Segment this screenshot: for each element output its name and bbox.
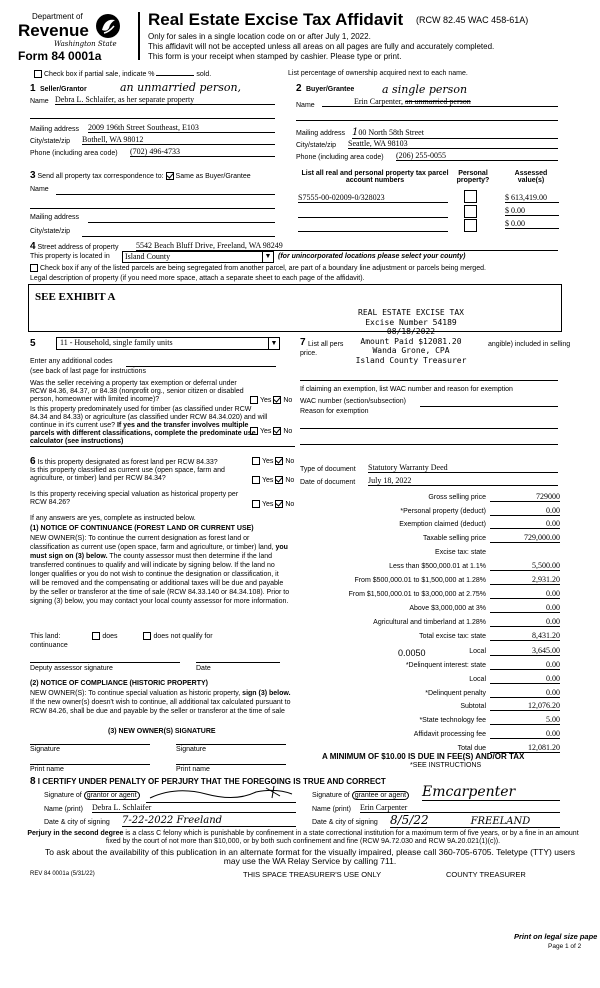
sig-label-b: grantor or agent <box>84 791 140 800</box>
notice-1-title: (1) NOTICE OF CONTINUANCE (FOREST LAND OR CURRENT USE) <box>30 525 254 532</box>
excise-stamp <box>336 308 486 365</box>
seller-mailing-label: Mailing address <box>30 126 80 133</box>
partial-sale-checkbox[interactable] <box>34 70 42 78</box>
buyer-name-field[interactable] <box>322 97 558 107</box>
tax-row-value[interactable]: 0.00 <box>490 519 560 529</box>
rev-label: REV 84 0001a (5/31/22) <box>30 871 95 877</box>
tax-row-label: Gross selling price <box>428 494 486 501</box>
notice-1-text <box>30 534 290 606</box>
section-5-number: 5 <box>30 338 36 349</box>
tax-row-label: From $500,000.01 to $1,500,000 at 1.28% <box>354 577 486 584</box>
notice-3-title: (3) NEW OWNER(S) SIGNATURE <box>108 728 216 735</box>
doc-type-label: Type of document <box>300 466 356 473</box>
yes-label: Yes <box>262 476 274 484</box>
notice-2-text <box>30 689 295 716</box>
stamp-line: Island County Treasurer <box>355 355 467 365</box>
form-number: Form 84 0001a <box>18 49 102 63</box>
current-use-no-checkbox[interactable] <box>275 476 283 484</box>
stamp-line: 08/18/2022 <box>386 327 436 336</box>
current-use-yes-checkbox[interactable] <box>252 476 260 484</box>
sig-label-a: Signature of <box>44 792 82 799</box>
tax-row-label: Excise tax: state <box>435 549 486 556</box>
grantor-name[interactable]: Debra L. Schlaifer <box>92 803 296 813</box>
print-legal: Print on legal size pape <box>514 932 598 941</box>
timber-no-checkbox[interactable] <box>273 427 281 435</box>
timber-yes-checkbox[interactable] <box>250 427 258 435</box>
grantor-date[interactable]: 7-22-2022 Freeland <box>122 815 296 827</box>
historical-yes-no <box>252 500 294 508</box>
no-label: No <box>283 396 293 404</box>
grantee-date: 8/5/22 <box>390 813 429 827</box>
print-name-label: Print name <box>30 766 64 773</box>
availability-note: To ask about the availability of this publication in an alternate format for the visually impaired, please call 360-705-6705. Teletype (TTY) users may use the WA Relay Service by calling 711. <box>45 847 575 866</box>
seller-handwritten-note: an unmarried person, <box>120 81 242 94</box>
historical-question: Is this property receiving special valuation as historical property per RCW 84.26? <box>30 491 239 506</box>
section-1-number: 1 <box>30 83 36 94</box>
notice-2-text-b: If the new owner(s) doesn't wish to continue, all additional tax calculated pursuant to RCW 84.26, shall be due and payable by the seller or transferor at the time of sale <box>30 699 291 715</box>
exemption-yes-checkbox[interactable] <box>250 396 258 404</box>
perjury-note <box>20 830 586 846</box>
buyer-city[interactable]: Seattle, WA 98103 <box>348 139 558 149</box>
section-7-label-c: angible) included in selling <box>488 341 571 348</box>
tax-row-label: Less than $500,000.01 at 1.1% <box>389 563 486 570</box>
section-8-title-row: 8 I CERTIFY UNDER PENALTY OF PERJURY THAT THE FOREGOING IS TRUE AND CORRECT <box>30 776 386 787</box>
located-label: This property is located in <box>30 253 110 260</box>
form-citation: (RCW 82.45 WAC 458-61A) <box>416 15 529 25</box>
no-label: No <box>285 457 295 465</box>
tax-row-label: *Personal property (deduct) <box>400 508 486 515</box>
grantor-sig-label <box>44 792 140 799</box>
tax-row-label: Total due <box>457 745 486 752</box>
tax-row-value[interactable]: 0.00 <box>490 617 560 627</box>
header-note-2: This affidavit will not be accepted unless all areas on all pages are fully and accurately completed. <box>148 42 495 51</box>
unincorporated-note: (for unincorporated locations please select your county) <box>278 253 466 260</box>
additional-codes-note: (see back of last page for instructions <box>30 368 146 375</box>
buyer-phone[interactable]: (206) 255-0055 <box>396 151 558 161</box>
buyer-name: Erin Carpenter, <box>354 97 403 106</box>
tax-row-label: From $1,500,000.01 to $3,000,000 at 2.75% <box>348 591 486 598</box>
section-7-number: 7 <box>300 337 306 348</box>
grantee-signature[interactable]: Emcarpenter <box>422 784 560 801</box>
page-number: Page 1 of 2 <box>548 943 582 950</box>
logo <box>18 10 130 62</box>
seller-phone-label: Phone (including area code) <box>30 150 118 157</box>
street-address[interactable]: 5542 Beach Bluff Drive, Freeland, WA 98249 <box>136 241 558 251</box>
parcels-col2-header: Personal property? <box>456 170 490 184</box>
historical-yes-checkbox[interactable] <box>252 500 260 508</box>
notice-1-text-a: NEW OWNER(S): To continue the current designation as forest land or classification as current use (open space, farm and agriculture, or timber) land, <box>30 535 274 551</box>
tax-row-value[interactable]: 0.00 <box>490 506 560 516</box>
county-treasurer: COUNTY TREASURER <box>446 870 526 879</box>
grantor-signature <box>146 784 296 804</box>
form-title: Real Estate Excise Tax Affidavit <box>148 10 404 29</box>
assessed-value[interactable]: $ 0.00 <box>505 219 559 229</box>
header-note-1: Only for sales in a single location code on or after July 1, 2022. <box>148 32 371 41</box>
yes-label: Yes <box>262 457 274 465</box>
sig-label-a: Signature of <box>312 792 350 799</box>
legal-note: Legal description of property (if you need more space, attach a separate sheet to each page of the affidavit). <box>30 275 365 282</box>
reason-label: Reason for exemption <box>300 408 369 415</box>
print-name-label: Print name <box>176 766 210 773</box>
perjury-bold: Perjury in the second degree <box>27 830 124 837</box>
land-use-select[interactable] <box>56 337 280 350</box>
treasurer-space: THIS SPACE TREASURER'S USE ONLY <box>243 870 382 879</box>
segregated-note: Check box if any of the listed parcels are being segregated from another parcel, are part of a boundary line adjustment or parcels being merged. <box>40 264 486 272</box>
seller-name-label: Name <box>30 98 49 105</box>
section-7-label-a: List all pers <box>308 341 344 348</box>
partial-sale-row <box>34 70 211 78</box>
tax-row-value[interactable]: 5,500.00 <box>490 561 560 571</box>
yes-label: Yes <box>262 500 274 508</box>
assessed-value[interactable]: $ 0.00 <box>505 206 559 216</box>
section-3-row: 3 Send all property tax correspondence to: Same as Buyer/Grantee <box>30 170 251 181</box>
tax-row-value[interactable]: 0.00 <box>490 674 560 684</box>
historical-no-checkbox[interactable] <box>275 500 283 508</box>
timber-question <box>30 406 270 446</box>
sig-label-b: grantee or agent <box>352 791 409 800</box>
tax-row-value[interactable]: 5.00 <box>490 715 560 725</box>
section-4-row: 4 Street address of property <box>30 241 119 252</box>
stamp-line: Excise Number 54189 <box>365 317 457 327</box>
tax-row-value[interactable]: 0.00 <box>490 589 560 599</box>
no-label: No <box>285 500 295 508</box>
tax-row-label: Agricultural and timberland at 1.28% <box>373 619 486 626</box>
tax-row-label: Local <box>469 648 486 655</box>
yes-label: Yes <box>260 396 272 404</box>
tax-row-value[interactable]: 2,931.20 <box>490 575 560 585</box>
section-2-number: 2 <box>296 83 302 94</box>
timber-question-bold: If yes and the transfer involves multiple parcels with different classifications, complete the predominate use calculator (see instructions) <box>30 422 256 445</box>
tax-row-label: Affidavit processing fee <box>413 731 486 738</box>
header-note-3: This form is your receipt when stamped by cashier. Please type or print. <box>148 52 402 61</box>
buyer-mailing-field[interactable] <box>352 127 558 139</box>
same-as-buyer-label: Same as Buyer/Grantee <box>175 173 251 180</box>
legal-description: SEE EXHIBIT A <box>35 291 116 303</box>
minimum-note: A MINIMUM OF $10.00 IS DUE IN FEE(S) AND/OR TAX <box>322 752 525 761</box>
doc-date-label: Date of document <box>300 479 356 486</box>
parcels-col3-header: Assessed value(s) <box>514 170 548 184</box>
no-label: No <box>283 427 293 435</box>
this-land-row <box>30 632 213 640</box>
tax-row-label: Subtotal <box>460 703 486 710</box>
timber-question-text: Is this property predominately used for timber (as classified under RCW 84.34 and 84.33) or agriculture (as classified under RCW 84.34.020) and will continue in it's current use? <box>30 406 268 429</box>
continuance-label: continuance <box>30 642 68 649</box>
section-7-label-b: price. <box>300 350 318 357</box>
see-instructions: *SEE INSTRUCTIONS <box>410 762 482 769</box>
forest-yes-checkbox[interactable] <box>252 457 260 465</box>
current-use-question: Is this property classified as current use (open space, farm and agriculture, or timber) land per RCW 84.34? <box>30 467 225 482</box>
wa-seal-icon <box>95 12 121 40</box>
timber-yes-no <box>250 427 292 435</box>
tax-row-value[interactable]: 0.00 <box>490 603 560 613</box>
tax-row-label: *Delinquent interest: state <box>405 662 486 669</box>
grantee-date-label: Date & city of signing <box>312 819 378 826</box>
personal-property-checkbox[interactable] <box>464 205 477 218</box>
section-6-forest: 6 Is this property designated as forest land per RCW 84.33? <box>30 456 218 467</box>
section-8-title: I CERTIFY UNDER PENALTY OF PERJURY THAT THE FOREGOING IS TRUE AND CORRECT <box>37 777 386 786</box>
grantee-date-field[interactable] <box>390 813 560 828</box>
dept-label: Department of <box>32 12 83 21</box>
section-3-label: Send all property tax correspondence to: <box>37 173 164 180</box>
exemption-yes-no <box>250 396 292 404</box>
grantee-sig-label <box>312 792 409 799</box>
exemption-question: Was the seller receiving a property tax exemption or deferral under RCW 84.36, 84.37, or 84.38 (nonprofit org., senior citizen or disabled person, homeowner with limited income)? <box>30 380 244 403</box>
tax-row-value[interactable]: 3,645.00 <box>490 646 560 656</box>
if-yes-note: If any answers are yes, complete as instructed below. <box>30 515 196 522</box>
partial-sale-suffix: sold. <box>196 70 212 78</box>
forest-no-checkbox[interactable] <box>275 457 283 465</box>
ownership-note: List percentage of ownership acquired next to each name. <box>288 70 468 77</box>
signature-label: Signature <box>30 746 60 753</box>
tax-row-label: *State technology fee <box>419 717 486 724</box>
tax-row-value[interactable]: 0.00 <box>490 688 560 698</box>
stamp-line: Amount Paid $12081.20 <box>360 336 462 346</box>
exemption-no-checkbox[interactable] <box>273 396 281 404</box>
chevron-down-icon: ▼ <box>268 338 279 349</box>
notice-2-text-a: NEW OWNER(S): To continue special valuation as historic property, <box>30 690 241 697</box>
buyer-name-label: Name <box>296 102 315 109</box>
buyer-mailing: 00 North 58th Street <box>358 128 424 137</box>
county-value: Island County <box>125 252 171 261</box>
tax-row-value[interactable]: 12,081.20 <box>490 743 560 753</box>
buyer-mailing-label: Mailing address <box>296 130 346 137</box>
tax-row-label: Taxable selling price <box>422 535 486 542</box>
buyer-handwritten-note: a single person <box>382 83 468 96</box>
current-use-yes-no <box>252 476 294 484</box>
grantor-name-label: Name (print) <box>44 806 83 813</box>
does-not-label: does not qualify for <box>153 632 213 640</box>
deputy-sig-label: Deputy assessor signature <box>30 665 113 672</box>
tax-row-label: Total excise tax: state <box>419 633 486 640</box>
this-land-label: This land: <box>30 632 61 640</box>
buyer-mailing-prefix: 1 <box>352 127 359 138</box>
buyer-name-struck: an unmarried person <box>405 97 471 106</box>
notice-2-title: (2) NOTICE OF COMPLIANCE (HISTORIC PROPERTY) <box>30 680 208 687</box>
does-not-checkbox[interactable] <box>143 632 151 640</box>
stamp-line: REAL ESTATE EXCISE TAX <box>358 308 464 317</box>
additional-codes-label: Enter any additional codes <box>30 358 113 365</box>
tax-row-label: *Delinquent penalty <box>425 690 486 697</box>
parcel-number[interactable]: S7555-00-02009-0/328023 <box>298 193 448 203</box>
tax-row-value[interactable]: 0.00 <box>490 729 560 739</box>
grantee-name-label: Name (print) <box>312 806 351 813</box>
chevron-down-icon: ▼ <box>262 252 273 262</box>
assessed-value[interactable]: $ 613,419.00 <box>505 193 559 203</box>
forest-yes-no <box>252 457 294 465</box>
seller-city[interactable]: Bothell, WA 98012 <box>82 135 275 145</box>
tax-row-value[interactable]: 729000 <box>490 492 560 502</box>
tax-row-value[interactable]: 12,076.20 <box>490 701 560 711</box>
seller-phone[interactable]: (702) 496-4733 <box>130 147 275 157</box>
tax-row-label: Exemption claimed (deduct) <box>399 521 486 528</box>
perjury-text: is a class C felony which is punishable by confinement in a state correctional institution for a maximum term of five years, or by a fine in an amount fixed by the court of not more than $10,000, or by both such confinement and fine (RCW 9A.72.030 and RCW 9A.20.021(1)(c)). <box>105 830 579 845</box>
county-select[interactable] <box>122 251 274 263</box>
header-divider <box>138 12 140 60</box>
segregated-checkbox[interactable] <box>30 264 38 272</box>
signature-label: Signature <box>176 746 206 753</box>
parcel-number[interactable] <box>298 208 448 218</box>
tax-row-label: Above $3,000,000 at 3% <box>409 605 486 612</box>
no-label: No <box>285 476 295 484</box>
date-label: Date <box>196 665 211 672</box>
section-3-city-label: City/state/zip <box>30 228 71 235</box>
seller-heading: Seller/Grantor <box>40 86 87 93</box>
agency-name: Revenue <box>18 21 89 40</box>
wac-label: WAC number (section/subsection) <box>300 398 406 405</box>
tax-row-value[interactable]: 0.00 <box>490 660 560 670</box>
section-3-name-label: Name <box>30 186 49 193</box>
exemption-note: If claiming an exemption, list WAC number and reason for exemption <box>300 386 513 393</box>
tax-row-value[interactable]: 8,431.20 <box>490 631 560 641</box>
yes-label: Yes <box>260 427 272 435</box>
parcel-number[interactable] <box>298 222 448 232</box>
notice-1-bold: you must sign on (3) below. <box>30 544 288 560</box>
seller-mailing[interactable]: 2009 196th Street Southeast, E103 <box>88 123 275 133</box>
street-address-label: Street address of property <box>37 244 119 251</box>
state-label: Washington State <box>54 40 117 48</box>
grantee-city: FREELAND <box>470 816 531 827</box>
land-use-value: 11 - Household, single family units <box>60 338 173 347</box>
seller-name[interactable]: Debra L. Schlaifer, as her separate property <box>55 95 275 105</box>
stamp-line: Wanda Grone, CPA <box>372 346 450 355</box>
same-as-buyer-checkbox[interactable] <box>166 172 174 180</box>
tax-row-value[interactable]: 729,000.00 <box>490 533 560 543</box>
seller-city-label: City/state/zip <box>30 138 71 145</box>
partial-sale-label: Check box if partial sale, indicate % <box>44 70 155 78</box>
forest-question: Is this property designated as forest land per RCW 84.33? <box>37 459 218 466</box>
section-3-mailing-label: Mailing address <box>30 214 80 221</box>
buyer-phone-label: Phone (including area code) <box>296 154 384 161</box>
buyer-city-label: City/state/zip <box>296 142 337 149</box>
local-rate: 0.0050 <box>398 648 426 658</box>
grantor-date-label: Date & city of signing <box>44 819 110 826</box>
tax-row-label: Local <box>469 676 486 683</box>
personal-property-checkbox[interactable] <box>464 219 477 232</box>
parcels-col1-header: List all real and personal property tax parcel account numbers <box>301 170 449 184</box>
notice-2-bold: sign (3) below. <box>242 690 291 697</box>
doc-date[interactable]: July 18, 2022 <box>368 476 558 486</box>
grantee-name[interactable]: Erin Carpenter <box>360 803 560 813</box>
notice-1-text-b: The county assessor must then determine if the land transferred continues to qualify and will indicate by signing below. If the land no longer qualifies or you do not wish to continue the designation or classification, it will be removed and the compensating or additional taxes will be due and payable by the seller or transferor at the time of sale (RCW 84.33.140 or 84.34.108). Prior to signing (3) below, you may contact your local county assessor for more information. <box>30 553 290 605</box>
personal-property-checkbox[interactable] <box>464 190 477 203</box>
does-label: does <box>102 632 118 640</box>
doc-type[interactable]: Statutory Warranty Deed <box>368 463 558 473</box>
does-checkbox[interactable] <box>92 632 100 640</box>
segregated-row <box>30 264 590 272</box>
buyer-heading: Buyer/Grantee <box>306 86 355 93</box>
